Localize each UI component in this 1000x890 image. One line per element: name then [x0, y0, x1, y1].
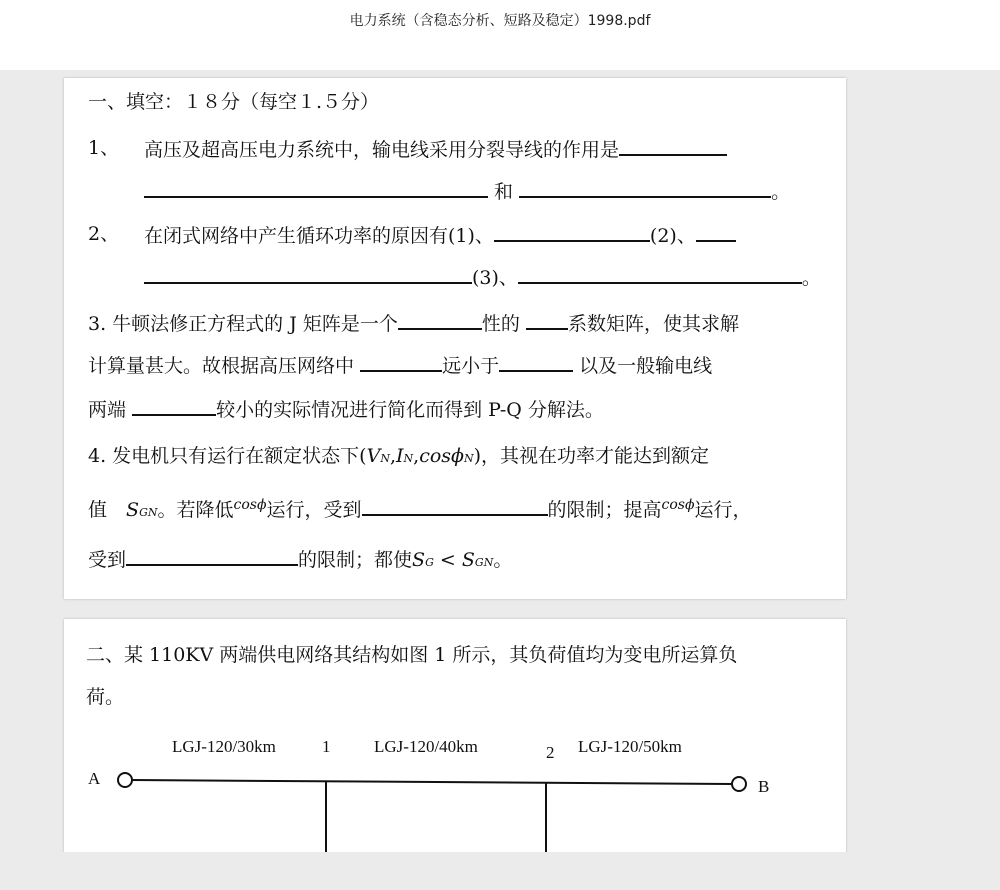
q4-part-i: 的限制；都使	[298, 549, 413, 571]
sub-g: G	[425, 556, 434, 569]
question-2-heading-cont: 荷。	[86, 686, 125, 708]
question-3-line2	[88, 352, 712, 378]
var-i: I	[396, 445, 404, 467]
question-2-number: 2、	[88, 223, 120, 245]
answer-blank	[362, 496, 548, 516]
period: 。	[493, 549, 513, 571]
q4-part-b: )，其视在功率才能达到额定	[473, 445, 710, 467]
answer-blank	[144, 264, 472, 284]
answer-blank	[696, 222, 736, 242]
bus-a-node	[118, 773, 132, 787]
question-1-line1: 高压及超高压电力系统中，输电线采用分裂导线的作用是	[144, 139, 620, 161]
q3-part-a: 3. 牛顿法修正方程式的 J 矩阵是一个	[88, 313, 398, 335]
q4-part-a: 4. 发电机只有运行在额定状态下(	[88, 445, 367, 467]
sub-n: N	[380, 452, 390, 465]
segment-3-label: LGJ-120/50km	[578, 737, 682, 756]
question-1-number: 1、	[88, 137, 120, 159]
document-title: 电力系统（含稳态分析、短路及稳定）1998.pdf	[349, 13, 651, 29]
answer-blank	[144, 178, 488, 198]
q4-part-c: 值	[88, 499, 108, 521]
q4-part-h: 受到	[88, 549, 127, 571]
q4-part-e: 运行，受到	[266, 499, 362, 521]
node-1-label: 1	[322, 737, 331, 756]
q3-part-b: 性的	[481, 313, 520, 335]
section-heading: 一、填空：１８分（每空１.５分）	[88, 91, 380, 113]
answer-blank	[132, 396, 216, 416]
question-2-text	[144, 222, 736, 248]
q4-part-d: 。若降低	[157, 499, 234, 521]
bus-a-label: A	[88, 769, 101, 788]
period: 。	[771, 181, 791, 203]
pdf-page-1	[64, 78, 846, 599]
answer-blank	[398, 310, 482, 330]
question-2-line2	[144, 264, 821, 290]
viewer-toolbar	[0, 0, 1000, 70]
question-1-line2	[144, 178, 790, 204]
q4-part-g: 运行，	[694, 499, 752, 521]
viewer-footer	[0, 852, 1000, 890]
sub-gn: GN	[474, 556, 494, 569]
and-text: 和	[494, 181, 514, 203]
bus-b-label: B	[758, 777, 770, 796]
q3-part-h: 较小的实际情况进行简化而得到 P-Q 分解法。	[216, 399, 604, 421]
answer-blank	[519, 178, 771, 198]
sub-n: N	[403, 452, 414, 465]
cos-phi: cosϕ	[419, 445, 464, 467]
sub-n: N	[463, 452, 474, 465]
answer-blank	[499, 352, 573, 372]
question-4-line2	[88, 496, 752, 525]
q3-part-d: 计算量甚大。故根据高压网络中	[88, 355, 355, 377]
var-s: S	[126, 499, 140, 521]
segment-2-label: LGJ-120/40km	[374, 737, 478, 756]
q3-part-c: 系数矩阵，使其求解	[567, 313, 739, 335]
q3-part-g: 两端	[88, 399, 127, 421]
answer-blank	[518, 264, 802, 284]
question-4-line3	[88, 546, 512, 575]
var-v: V	[366, 445, 381, 467]
var-s: S	[412, 549, 426, 571]
question-1-text	[144, 136, 727, 162]
q3-part-e: 远小于	[442, 355, 500, 377]
var-s: S	[461, 549, 475, 571]
q3-part-f: 以及一般输电线	[579, 355, 713, 377]
question-4-line1: 4. 发电机只有运行在额定状态下(VN,IN,cosϕN)，其视在功率才能达到额定	[88, 445, 710, 467]
question-3-line3	[88, 396, 604, 422]
period: 。	[801, 267, 821, 289]
transmission-line	[132, 780, 732, 784]
sub-gn: GN	[139, 506, 158, 519]
cos-phi: cosϕ	[661, 497, 695, 513]
answer-blank	[494, 222, 650, 242]
less-than: <	[439, 549, 456, 571]
q4-part-f: 的限制；提高	[547, 499, 662, 521]
answer-blank	[126, 546, 298, 566]
pdf-page-2	[64, 619, 846, 879]
answer-blank	[360, 352, 442, 372]
question-3-line1	[88, 310, 739, 336]
question-2-heading: 二、某 110KV 两端供电网络其结构如图 1 所示，其负荷值均为变电所运算负	[86, 644, 738, 666]
answer-blank	[619, 136, 727, 156]
question-2-line1: 在闭式网络中产生循环功率的原因有(1)、	[144, 225, 494, 247]
node-2-label: 2	[546, 743, 555, 762]
cos-phi: cosϕ	[233, 497, 267, 513]
cause-2-marker: (2)、	[649, 225, 696, 247]
bus-b-node	[732, 777, 746, 791]
cause-3-marker: (3)、	[472, 267, 518, 289]
segment-1-label: LGJ-120/30km	[172, 737, 276, 756]
answer-blank	[526, 310, 568, 330]
